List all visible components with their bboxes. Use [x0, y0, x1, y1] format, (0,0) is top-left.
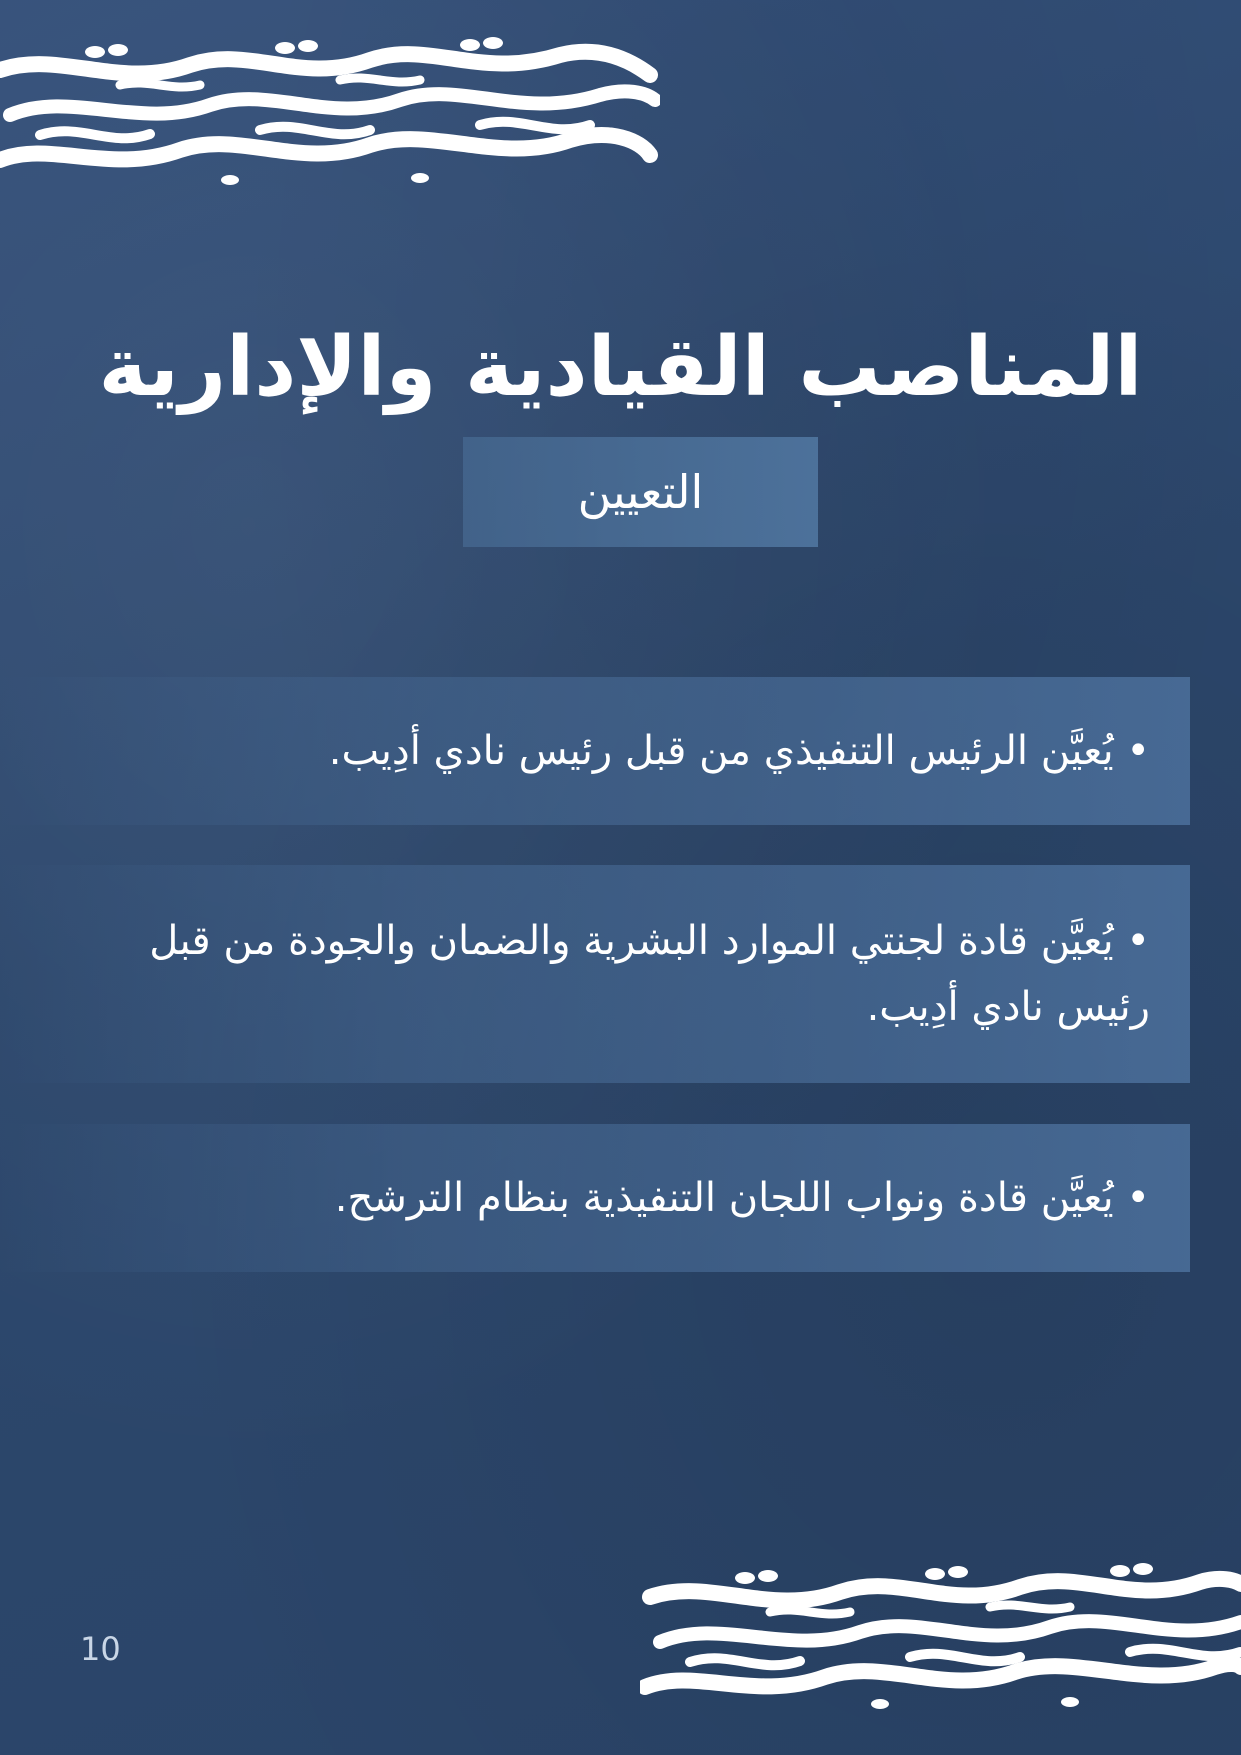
bullet-item-2: • يُعيَّن قادة لجنتي الموارد البشرية والضمان والجودة من قبل رئيس نادي أدِيب. [149, 918, 1150, 1030]
bullet-box-2 [0, 865, 1190, 1083]
bullet-item-3: • يُعيَّن قادة ونواب اللجان التنفيذية بنظام الترشح. [334, 1175, 1150, 1221]
page-title: المناصب القيادية والإدارية [98, 320, 1143, 415]
page-number: 10 [80, 1630, 121, 1668]
calligraphy-ornament-icon [0, 30, 660, 190]
subtitle-box [463, 437, 818, 547]
calligraphy-ornament-icon [640, 1552, 1241, 1712]
bullet-box-3 [0, 1124, 1190, 1272]
bullet-box-1 [0, 677, 1190, 825]
bullet-item-1: • يُعيَّن الرئيس التنفيذي من قبل رئيس نادي أدِيب. [328, 728, 1150, 774]
subtitle: التعيين [577, 465, 704, 519]
